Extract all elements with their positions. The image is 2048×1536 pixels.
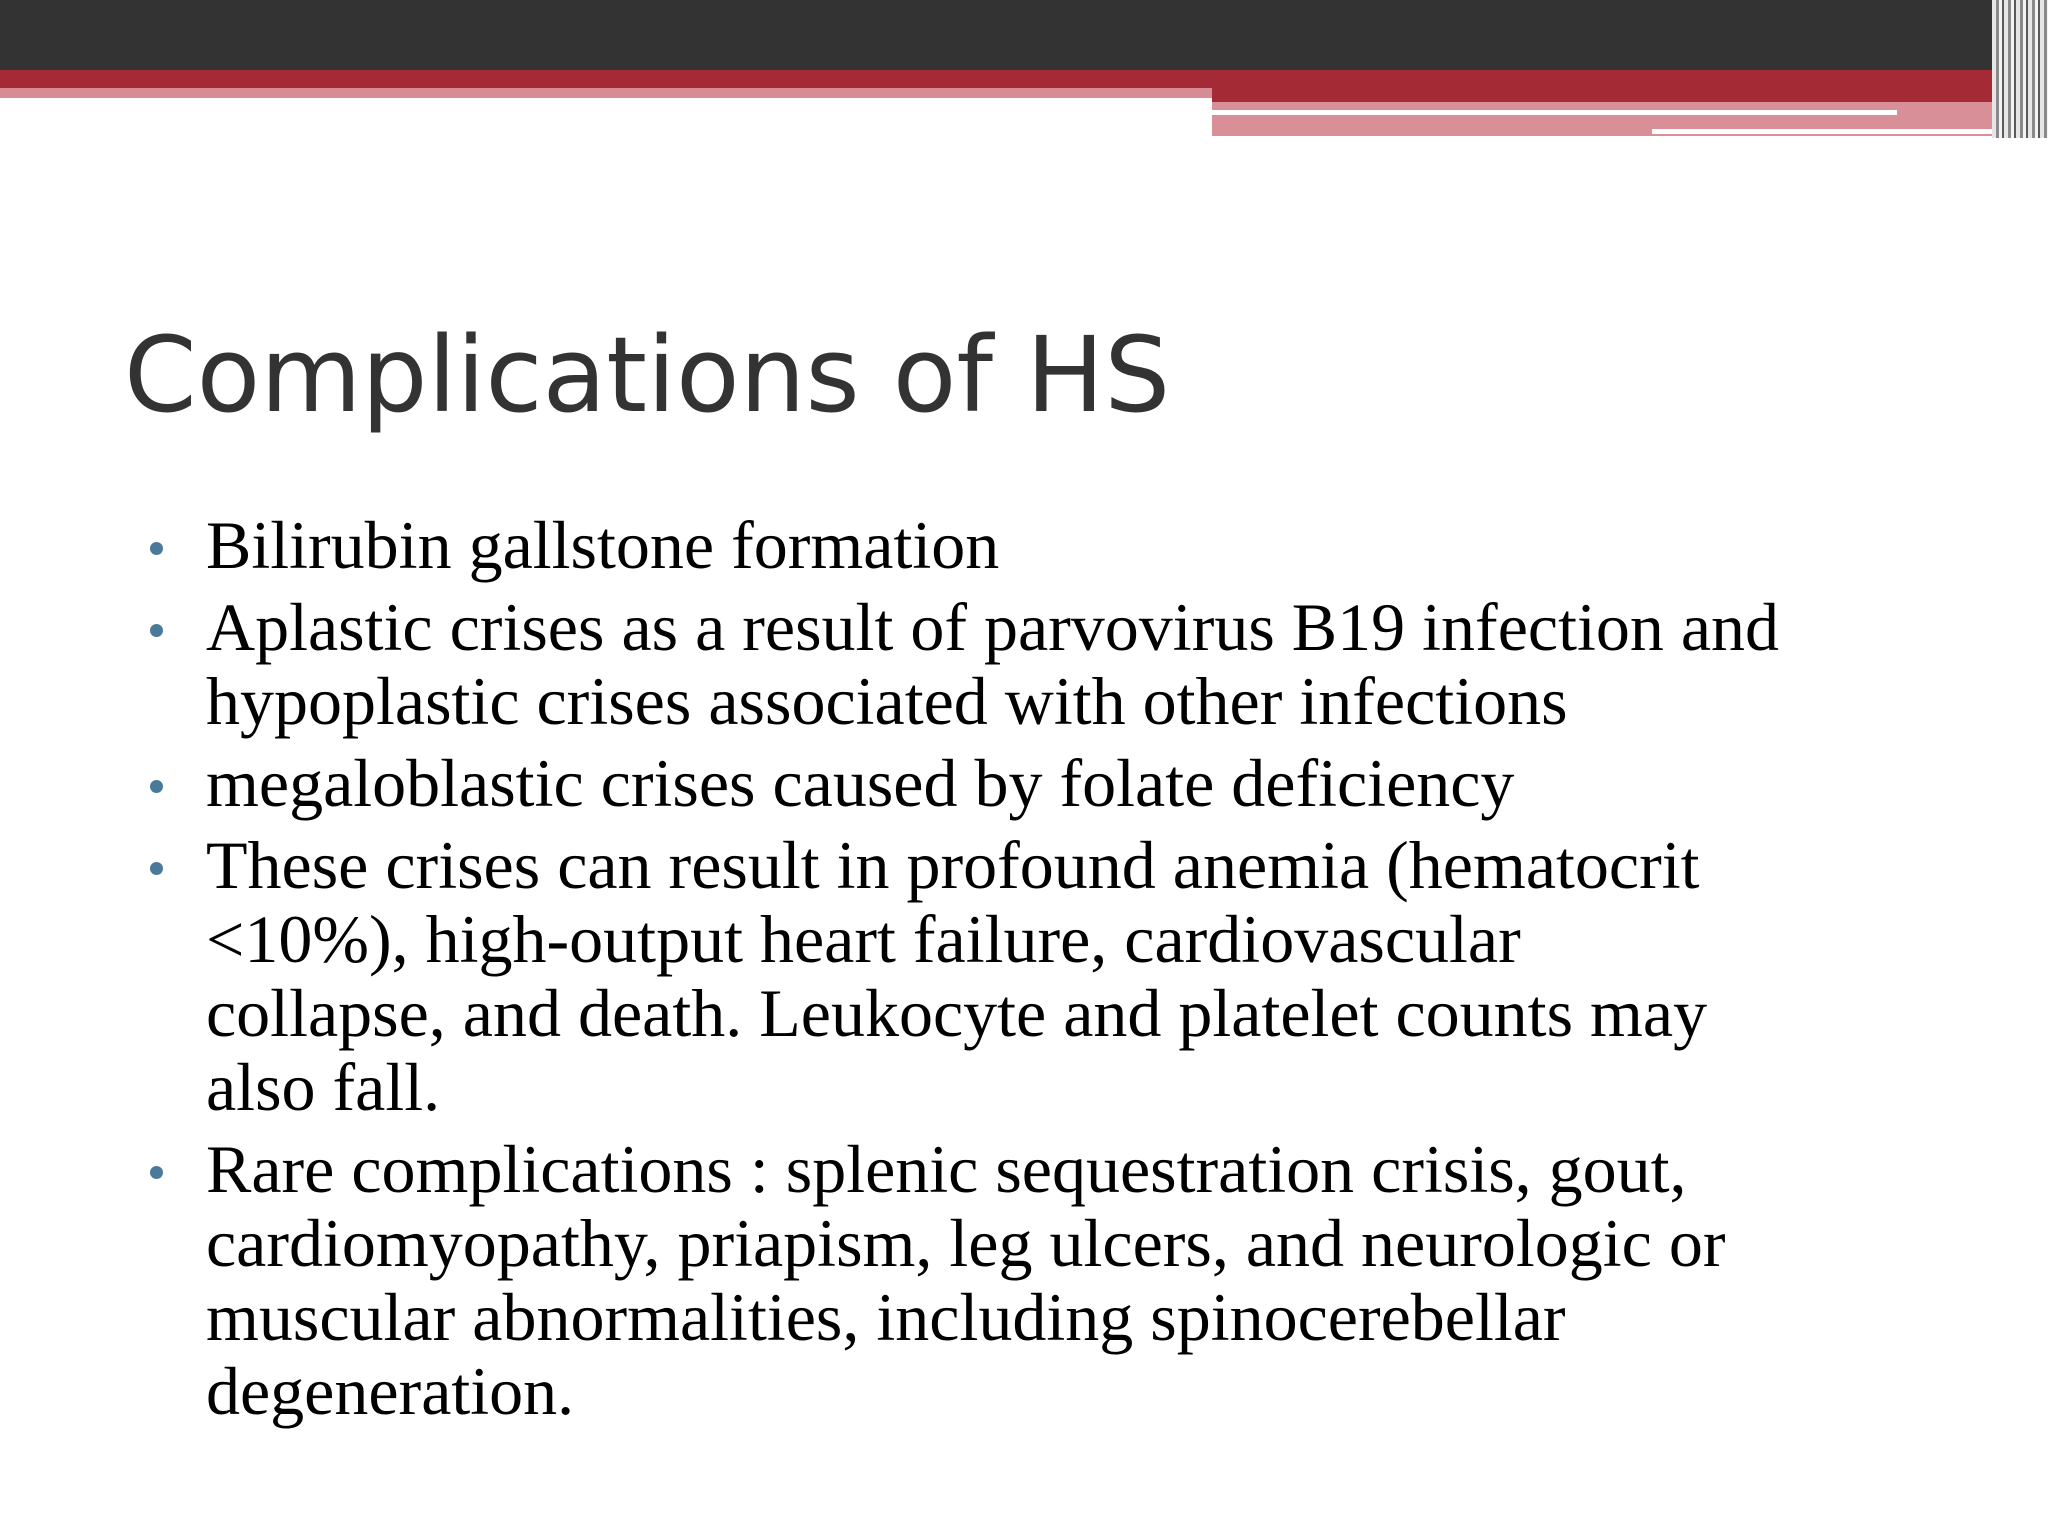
bullet-dot-icon: [150, 862, 163, 875]
bullet-text-line: cardiomyopathy, priapism, leg ulcers, and neurologic or: [206, 1205, 1726, 1281]
header-accent-line: [1212, 110, 1897, 115]
bullet-item: [140, 1132, 2010, 1428]
bullet-dot-icon: [150, 542, 163, 555]
header-red-band-right: [1212, 88, 1992, 102]
bullet-list: [140, 508, 2010, 1436]
bullet-text-line: Bilirubin gallstone formation: [206, 507, 1000, 583]
bullet-dot-icon: [150, 780, 163, 793]
bullet-dot-icon: [150, 624, 163, 637]
header-stripes: [1992, 0, 2048, 138]
bullet-text-line: also fall.: [206, 1049, 441, 1125]
bullet-item: [140, 590, 2010, 738]
slide-title: Complications of HS: [124, 314, 1171, 436]
bullet-text-line: megaloblastic crises caused by folate deficiency: [206, 745, 1515, 821]
bullet-item: [140, 746, 2010, 820]
bullet-text-line: degeneration.: [206, 1353, 575, 1429]
bullet-dot-icon: [150, 1166, 163, 1179]
header-red-band: [0, 70, 2048, 88]
bullet-text-line: Rare complications : splenic sequestration crisis, gout,: [206, 1131, 1687, 1207]
bullet-item: [140, 508, 2010, 582]
bullet-item: [140, 828, 2010, 1124]
bullet-text-line: <10%), high-output heart failure, cardiovascular: [206, 901, 1521, 977]
header-dark-band: [0, 0, 2048, 70]
bullet-text-line: muscular abnormalities, including spinocerebellar: [206, 1279, 1566, 1355]
bullet-text-line: collapse, and death. Leukocyte and platelet counts may: [206, 975, 1708, 1051]
bullet-text-line: Aplastic crises as a result of parvovirus B19 infection and: [206, 589, 1780, 665]
slide-header-decoration: [0, 0, 2048, 140]
bullet-text-line: These crises can result in profound anemia (hematocrit: [206, 827, 1700, 903]
bullet-text-line: hypoplastic crises associated with other infections: [206, 663, 1568, 739]
header-accent-line: [1652, 129, 1992, 134]
header-pink-band-left: [0, 88, 1212, 98]
